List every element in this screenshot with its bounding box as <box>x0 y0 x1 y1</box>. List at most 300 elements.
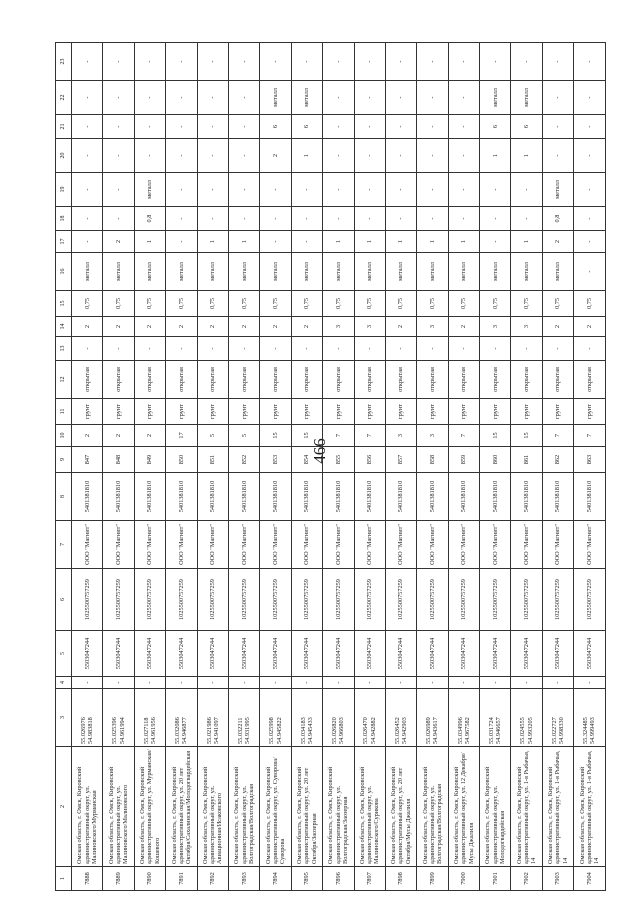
table-cell: - <box>291 677 322 689</box>
table-cell: металл <box>166 253 197 291</box>
table-cell: - <box>385 173 416 207</box>
table-cell: металл <box>417 253 448 291</box>
table-cell: - <box>417 677 448 689</box>
table-cell: - <box>228 81 259 115</box>
column-number: 14 <box>56 317 72 337</box>
table-cell: грунт <box>480 399 511 425</box>
table-cell: - <box>385 115 416 139</box>
table-cell: - <box>166 207 197 231</box>
table-cell: 5401381810 <box>574 473 605 521</box>
table-cell: - <box>103 337 134 361</box>
table-cell: открытая <box>354 361 385 399</box>
table-cell: 1025500757259 <box>448 569 479 631</box>
table-cell: 0,75 <box>197 291 228 317</box>
table-cell: 55.324485 54.999493 <box>574 689 605 747</box>
table-cell: - <box>134 139 165 173</box>
table-cell: грунт <box>511 399 542 425</box>
table-cell: 1025500757259 <box>511 569 542 631</box>
table-cell: 0,75 <box>574 291 605 317</box>
table-cell: металл <box>197 253 228 291</box>
table-cell: 1 <box>511 231 542 253</box>
table-cell: 2 <box>385 317 416 337</box>
table-cell: 1025500757259 <box>574 569 605 631</box>
table-cell: - <box>72 43 103 81</box>
table-cell: 7895 <box>291 867 322 891</box>
table-cell: ООО "Магнит" <box>448 521 479 569</box>
table-cell: - <box>134 43 165 81</box>
table-cell: открытая <box>166 361 197 399</box>
table-cell: металл <box>354 253 385 291</box>
table-cell: - <box>103 115 134 139</box>
table-cell: открытая <box>103 361 134 399</box>
table-cell: 858 <box>417 447 448 473</box>
table-cell: - <box>72 207 103 231</box>
table-cell: - <box>448 115 479 139</box>
table-cell: - <box>166 677 197 689</box>
table-cell: - <box>228 207 259 231</box>
table-cell: - <box>542 337 573 361</box>
table-cell: - <box>574 231 605 253</box>
table-cell: металл <box>228 253 259 291</box>
table-cell: - <box>417 81 448 115</box>
table-cell: металл <box>385 253 416 291</box>
table-cell: - <box>260 43 291 81</box>
table-cell: металл <box>511 253 542 291</box>
table-cell: - <box>197 677 228 689</box>
column-number: 23 <box>56 43 72 81</box>
table-cell: 5401381810 <box>134 473 165 521</box>
table-cell: 2 <box>291 317 322 337</box>
table-cell: 15 <box>260 425 291 447</box>
table-cell: 7897 <box>354 867 385 891</box>
table-row <box>542 43 573 891</box>
table-cell: 1 <box>197 231 228 253</box>
table-cell: 6 <box>260 115 291 139</box>
table-row <box>417 43 448 891</box>
table-cell: 6 <box>511 115 542 139</box>
column-number: 19 <box>56 173 72 207</box>
table-cell: металл <box>103 253 134 291</box>
table-cell: - <box>417 139 448 173</box>
table-cell: 853 <box>260 447 291 473</box>
table-cell: - <box>103 43 134 81</box>
table-cell: - <box>574 115 605 139</box>
table-cell: - <box>323 115 354 139</box>
table-cell: - <box>448 43 479 81</box>
table-cell: 5401381810 <box>542 473 573 521</box>
table-cell: металл <box>542 253 573 291</box>
table-cell: - <box>103 677 134 689</box>
table-cell: - <box>417 207 448 231</box>
table-cell: - <box>197 43 228 81</box>
table-cell: 5503047244 <box>228 631 259 677</box>
table-cell: - <box>103 81 134 115</box>
table-cell: - <box>323 139 354 173</box>
table-cell: ООО "Магнит" <box>166 521 197 569</box>
table-cell: Омская область, г. Омск, Кировский административный округ, ул. Малиновского/Сурикова <box>354 747 385 867</box>
table-cell: ООО "Магнит" <box>385 521 416 569</box>
column-number: 20 <box>56 139 72 173</box>
table-cell: 1025500757259 <box>228 569 259 631</box>
table-cell: грунт <box>385 399 416 425</box>
table-row <box>354 43 385 891</box>
table-cell: 55.031724 54.946657 <box>480 689 511 747</box>
table-cell: 2 <box>72 425 103 447</box>
table-cell: - <box>197 81 228 115</box>
table-cell: - <box>103 207 134 231</box>
table-cell: - <box>448 677 479 689</box>
column-number: 4 <box>56 677 72 689</box>
table-cell: 2 <box>103 231 134 253</box>
table-cell: - <box>385 43 416 81</box>
table-cell: 7 <box>448 425 479 447</box>
table-cell: грунт <box>417 399 448 425</box>
table-cell: - <box>103 139 134 173</box>
table-cell: 1 <box>511 139 542 173</box>
table-cell: грунт <box>354 399 385 425</box>
table-cell: ООО "Магнит" <box>480 521 511 569</box>
table-cell: 2 <box>197 317 228 337</box>
table-cell: - <box>480 43 511 81</box>
table-cell: - <box>480 231 511 253</box>
table-row <box>103 43 134 891</box>
column-number: 15 <box>56 291 72 317</box>
table-cell: 861 <box>511 447 542 473</box>
table-row <box>134 43 165 891</box>
table-row <box>574 43 605 891</box>
table-cell: 1025500757259 <box>480 569 511 631</box>
table-cell: 55.026452 54.942903 <box>385 689 416 747</box>
table-cell: - <box>197 139 228 173</box>
table-cell: - <box>574 253 605 291</box>
table-cell: - <box>72 677 103 689</box>
table-cell: - <box>542 43 573 81</box>
table-cell: 55.027118 54.961956 <box>134 689 165 747</box>
table-cell: 3 <box>385 425 416 447</box>
table-cell: ООО "Магнит" <box>354 521 385 569</box>
table-cell: - <box>166 139 197 173</box>
table-cell: Омская область, г. Омск, Кировский административный округ, ул. 20 лет Октября/Заозерная <box>291 747 322 867</box>
table-cell: 850 <box>166 447 197 473</box>
table-cell: 55.032086 54.946877 <box>166 689 197 747</box>
table-cell: открытая <box>511 361 542 399</box>
table-cell: 5503047244 <box>542 631 573 677</box>
table-cell: Омская область, г. Омск, Кировский административный округ, ул. Малиновского/Мурманская <box>72 747 103 867</box>
table-cell: 0,8 <box>134 207 165 231</box>
table-cell: - <box>480 207 511 231</box>
table-cell: - <box>574 207 605 231</box>
column-number: 16 <box>56 253 72 291</box>
table-cell: 5503047244 <box>72 631 103 677</box>
table-cell: - <box>228 43 259 81</box>
table-cell: - <box>542 115 573 139</box>
table-cell: 0,75 <box>291 291 322 317</box>
table-cell: 1025500757259 <box>354 569 385 631</box>
table-cell: грунт <box>574 399 605 425</box>
table-cell: - <box>72 337 103 361</box>
table-cell: 5503047244 <box>103 631 134 677</box>
column-number: 10 <box>56 425 72 447</box>
column-number: 17 <box>56 231 72 253</box>
table-cell: - <box>166 43 197 81</box>
table-cell: 5401381810 <box>480 473 511 521</box>
table-cell: - <box>228 173 259 207</box>
table-cell: 55.026820 54.966803 <box>323 689 354 747</box>
table-cell: - <box>511 43 542 81</box>
table-cell: ООО "Магнит" <box>103 521 134 569</box>
table-cell: грунт <box>291 399 322 425</box>
table-cell: 1025500757259 <box>291 569 322 631</box>
table-row <box>323 43 354 891</box>
table-cell: металл <box>480 81 511 115</box>
table-cell: 2 <box>103 317 134 337</box>
table-cell: - <box>228 115 259 139</box>
table-cell: металл <box>480 253 511 291</box>
table-cell: 848 <box>103 447 134 473</box>
table-cell: 1025500757259 <box>323 569 354 631</box>
table-cell: металл <box>511 81 542 115</box>
table-cell: грунт <box>72 399 103 425</box>
table-cell: грунт <box>260 399 291 425</box>
table-cell: грунт <box>448 399 479 425</box>
table-cell: ООО "Магнит" <box>574 521 605 569</box>
table-cell: 862 <box>542 447 573 473</box>
table-cell: 0,75 <box>480 291 511 317</box>
table-cell: - <box>448 81 479 115</box>
table-cell: грунт <box>103 399 134 425</box>
column-number: 7 <box>56 521 72 569</box>
table-cell: ООО "Магнит" <box>417 521 448 569</box>
table-cell: ООО "Магнит" <box>542 521 573 569</box>
table-cell: 847 <box>72 447 103 473</box>
column-number: 21 <box>56 115 72 139</box>
table-cell: - <box>166 231 197 253</box>
table-cell: 5401381810 <box>72 473 103 521</box>
column-number: 2 <box>56 747 72 867</box>
table-cell: 2 <box>542 317 573 337</box>
table-row <box>72 43 103 891</box>
table-cell: - <box>323 337 354 361</box>
table-cell: ООО "Магнит" <box>323 521 354 569</box>
table-cell: 1025500757259 <box>134 569 165 631</box>
table-cell: ООО "Магнит" <box>134 521 165 569</box>
table-cell: 7 <box>542 425 573 447</box>
table-cell: - <box>103 173 134 207</box>
column-number: 18 <box>56 207 72 231</box>
table-cell: - <box>574 337 605 361</box>
table-cell: грунт <box>228 399 259 425</box>
table-cell: - <box>260 207 291 231</box>
table-cell: открытая <box>480 361 511 399</box>
table-cell: - <box>72 115 103 139</box>
table-cell: 55.032211 54.931995 <box>228 689 259 747</box>
table-cell: - <box>166 337 197 361</box>
table-cell: - <box>385 139 416 173</box>
table-cell: 0,75 <box>385 291 416 317</box>
table-cell: 0,75 <box>166 291 197 317</box>
table-cell: 5503047244 <box>511 631 542 677</box>
table-cell: - <box>72 81 103 115</box>
table-cell: 2 <box>72 317 103 337</box>
table-cell: - <box>542 677 573 689</box>
table-cell: Омская область, г. Омск, Кировский административный округ, ул. Авиационная/Исаковского <box>197 747 228 867</box>
table-cell: 5503047244 <box>417 631 448 677</box>
table-row <box>260 43 291 891</box>
column-number: 22 <box>56 81 72 115</box>
header-row <box>56 43 72 891</box>
table-cell: - <box>134 81 165 115</box>
table-cell: металл <box>291 81 322 115</box>
table-cell: открытая <box>574 361 605 399</box>
table-cell: 5401381810 <box>103 473 134 521</box>
table-cell: - <box>417 115 448 139</box>
page-number: 466 <box>310 438 329 464</box>
table-cell: - <box>448 207 479 231</box>
table-cell: - <box>542 81 573 115</box>
table-cell: 1 <box>480 139 511 173</box>
table-row <box>197 43 228 891</box>
table-cell: 7899 <box>417 867 448 891</box>
table-cell: - <box>417 43 448 81</box>
table-cell: - <box>480 677 511 689</box>
table-cell: - <box>354 207 385 231</box>
table-cell: металл <box>291 253 322 291</box>
table-cell: 55.034996 54.967582 <box>448 689 479 747</box>
table-cell: 7888 <box>72 867 103 891</box>
table-cell: грунт <box>166 399 197 425</box>
table-cell: - <box>354 115 385 139</box>
table-cell: 5503047244 <box>166 631 197 677</box>
table-cell: 2 <box>542 231 573 253</box>
table-cell: 15 <box>291 425 322 447</box>
register-table <box>55 42 606 891</box>
table-cell: 5401381810 <box>385 473 416 521</box>
table-cell: грунт <box>323 399 354 425</box>
table-cell: 5503047244 <box>197 631 228 677</box>
table-cell: открытая <box>228 361 259 399</box>
table-cell: Омская область, г. Омск, Кировский административный округ, ул. Волгоградская/Заозерная <box>323 747 354 867</box>
table-cell: 0,8 <box>542 207 573 231</box>
table-cell: 5503047244 <box>134 631 165 677</box>
table-cell: - <box>417 173 448 207</box>
table-cell: 5401381810 <box>511 473 542 521</box>
table-cell: 7898 <box>385 867 416 891</box>
table-cell: 7900 <box>448 867 479 891</box>
table-cell: 55.024555 54.993205 <box>511 689 542 747</box>
table-cell: металл <box>134 173 165 207</box>
table-cell: 55.026976 54.983818 <box>72 689 103 747</box>
table-cell: 859 <box>448 447 479 473</box>
table-cell: 7901 <box>480 867 511 891</box>
table-cell: 0,75 <box>103 291 134 317</box>
table-cell: 55.026989 54.943617 <box>417 689 448 747</box>
table-cell: Омская область, г. Омск, Кировский административный округ, ул. Волгоградская/Волгоградская <box>417 747 448 867</box>
table-cell: - <box>134 115 165 139</box>
table-cell: открытая <box>72 361 103 399</box>
table-cell: - <box>511 207 542 231</box>
table-cell: - <box>385 81 416 115</box>
table-cell: - <box>72 231 103 253</box>
table-cell: Омская область, г. Омск, Кировский административный округ, ул. 1-я Рыбачья, 14 <box>511 747 542 867</box>
table-cell: 2 <box>448 317 479 337</box>
table-cell: 5503047244 <box>448 631 479 677</box>
table-cell: 7902 <box>511 867 542 891</box>
table-cell: 0,75 <box>417 291 448 317</box>
table-cell: - <box>134 337 165 361</box>
table-cell: металл <box>260 81 291 115</box>
table-cell: - <box>448 139 479 173</box>
table-cell: 7 <box>574 425 605 447</box>
table-cell: - <box>323 677 354 689</box>
table-cell: ООО "Магнит" <box>197 521 228 569</box>
table-row <box>480 43 511 891</box>
table-cell: 1 <box>228 231 259 253</box>
table-cell: ООО "Магнит" <box>260 521 291 569</box>
table-cell: 2 <box>103 425 134 447</box>
table-cell: - <box>354 173 385 207</box>
table-cell: 7 <box>354 425 385 447</box>
table-cell: Омская область, г. Омск, Кировский административный округ, ул. 20 лет Октября/Мусы Джалиля <box>385 747 416 867</box>
table-cell: - <box>260 677 291 689</box>
table-cell: - <box>197 173 228 207</box>
table-cell: Омская область, г. Омск, Кировский административный округ, ул. 12 Декабря/Мусы Джалиля <box>448 747 479 867</box>
table-cell: 1 <box>134 231 165 253</box>
table-cell: - <box>385 207 416 231</box>
table-cell: 856 <box>354 447 385 473</box>
table-cell: 1025500757259 <box>197 569 228 631</box>
table-cell: 852 <box>228 447 259 473</box>
table-cell: 7896 <box>323 867 354 891</box>
table-cell: - <box>511 173 542 207</box>
table-cell: открытая <box>197 361 228 399</box>
table-cell: - <box>574 81 605 115</box>
table-cell: 5401381810 <box>417 473 448 521</box>
table-row <box>385 43 416 891</box>
table-cell: 860 <box>480 447 511 473</box>
table-cell: - <box>291 337 322 361</box>
table-cell: ООО "Магнит" <box>72 521 103 569</box>
register-table-frame <box>55 43 601 891</box>
table-cell: открытая <box>417 361 448 399</box>
table-cell: - <box>291 207 322 231</box>
table-cell: 857 <box>385 447 416 473</box>
table-cell: открытая <box>260 361 291 399</box>
table-cell: 55.025396 54.961994 <box>103 689 134 747</box>
table-cell: - <box>197 207 228 231</box>
table-cell: - <box>197 337 228 361</box>
table-cell: 5401381810 <box>260 473 291 521</box>
table-cell: 2 <box>260 317 291 337</box>
table-cell: 5401381810 <box>291 473 322 521</box>
table-cell: 3 <box>417 425 448 447</box>
table-cell: Омская область, г. Омск, Кировский административный округ, ул. Молодогвардейская <box>480 747 511 867</box>
table-cell: - <box>228 337 259 361</box>
table-cell: 1 <box>417 231 448 253</box>
table-cell: 5401381810 <box>323 473 354 521</box>
table-cell: 0,75 <box>542 291 573 317</box>
table-cell: 2 <box>134 317 165 337</box>
table-cell: - <box>385 677 416 689</box>
table-cell: - <box>134 677 165 689</box>
table-cell: 15 <box>511 425 542 447</box>
table-cell: 849 <box>134 447 165 473</box>
table-cell: 6 <box>480 115 511 139</box>
table-cell: 1025500757259 <box>417 569 448 631</box>
table-cell: 5503047244 <box>260 631 291 677</box>
column-number: 1 <box>56 867 72 891</box>
table-cell: открытая <box>385 361 416 399</box>
table-cell: 1025500757259 <box>72 569 103 631</box>
